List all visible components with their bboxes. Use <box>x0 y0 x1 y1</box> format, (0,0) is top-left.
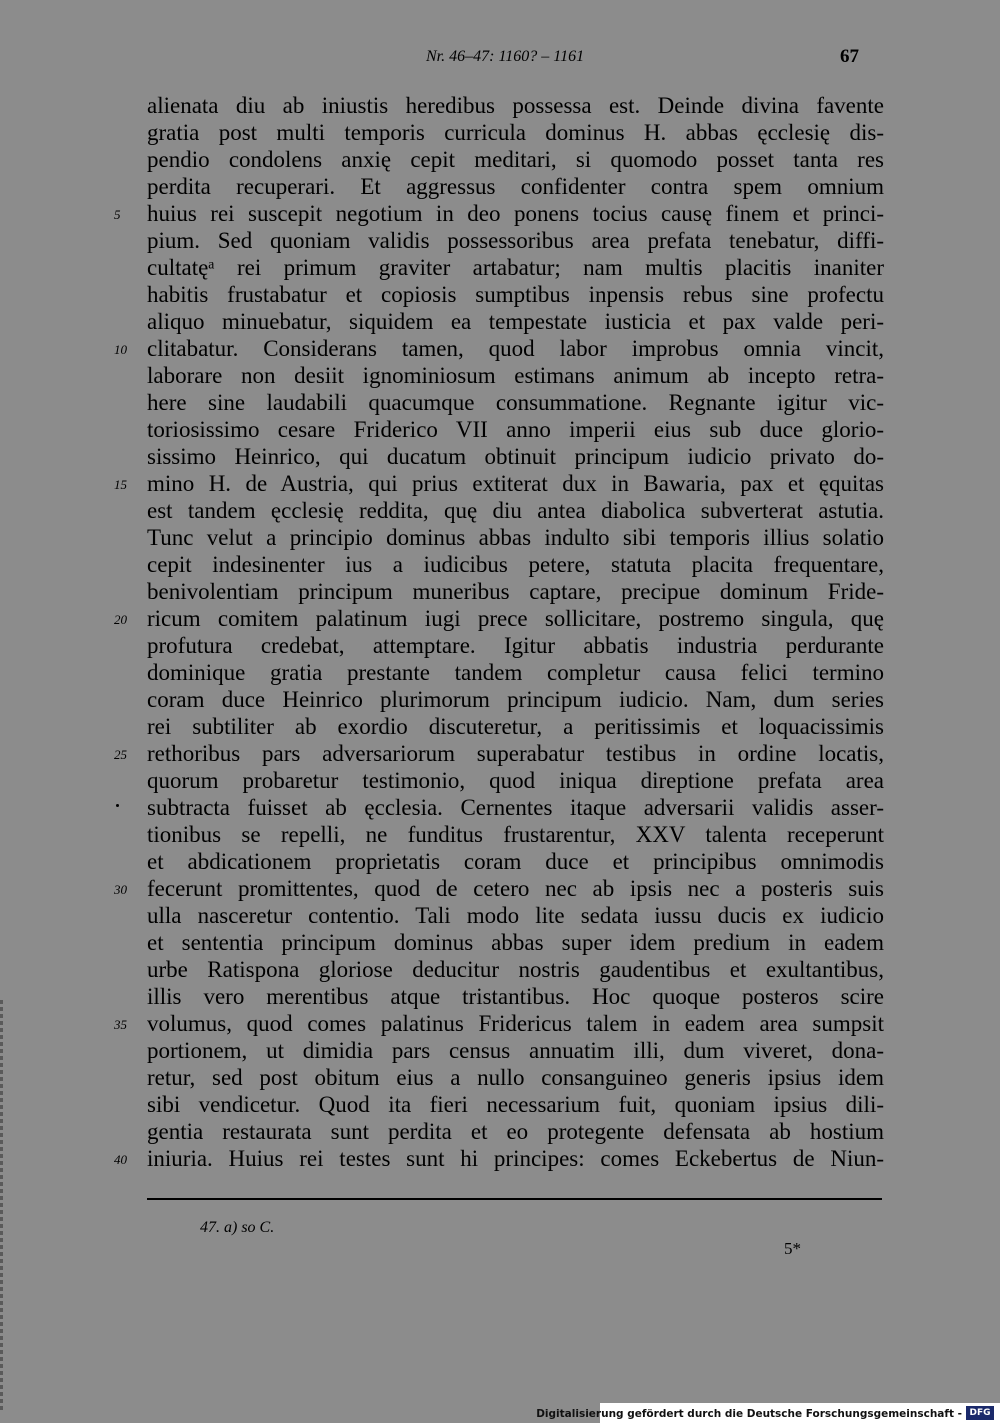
text-line <box>147 443 884 470</box>
dfg-logo[interactable]: DFG <box>966 1406 994 1420</box>
line-number: 40 <box>114 1152 127 1167</box>
text-line <box>147 578 884 605</box>
text-line <box>147 362 884 389</box>
line-text: quorum probaretur testimonio, quod iniqua direptione prefata area <box>147 768 884 793</box>
text-line <box>147 767 884 794</box>
text-line <box>147 1091 884 1118</box>
text-line <box>147 956 884 983</box>
line-text: gratia post multi temporis curricula dominus H. abbas ęcclesię dis- <box>147 120 884 145</box>
running-head <box>0 48 1000 76</box>
text-line <box>114 200 884 227</box>
page-number: 67 <box>840 46 859 67</box>
line-text: benivolentiam principum muneribus captare, precipue dominum Fride- <box>147 579 884 604</box>
line-text: Tunc velut a principio dominus abbas indulto sibi temporis illius solatio <box>147 525 884 550</box>
line-text: here sine laudabili quacumque consummatione. Regnante igitur vic- <box>147 390 884 415</box>
line-text: sissimo Heinrico, qui ducatum obtinuit principum iudicio privato do- <box>147 444 884 469</box>
text-line <box>147 416 884 443</box>
text-line <box>147 848 884 875</box>
footnote: 47. a) so C. <box>200 1219 275 1236</box>
scan-speck <box>116 804 119 807</box>
text-line <box>147 821 884 848</box>
line-text: rethoribus pars adversariorum superabatur testibus in ordine locatis, <box>147 741 884 766</box>
line-text: gentia restaurata sunt perdita et eo protegente defensata ab hostium <box>147 1119 884 1144</box>
text-line <box>147 929 884 956</box>
line-text: sibi vendicetur. Quod ita fieri necessarium fuit, quoniam ipsius dili- <box>147 1092 884 1117</box>
line-text: alienata diu ab iniustis heredibus possessa est. Deinde divina favente <box>147 93 884 118</box>
text-line <box>114 740 884 767</box>
line-text: coram duce Heinrico plurimorum principum iudicio. Nam, dum series <box>147 687 884 712</box>
line-text: tionibus se repelli, ne funditus frustarentur, XXV talenta receperunt <box>147 822 884 847</box>
line-text: huius rei suscepit negotium in deo ponens tocius causę finem et princi- <box>147 201 884 226</box>
line-text: dominique gratia prestante tandem completur causa felici termino <box>147 660 884 685</box>
text-line <box>147 524 884 551</box>
line-text: pendio condolens anxię cepit meditari, si quomodo posset tanta res <box>147 147 884 172</box>
line-text: et sententia principum dominus abbas super idem predium in eadem <box>147 930 884 955</box>
line-text: perdita recuperari. Et aggressus confidenter contra spem omnium <box>147 174 884 199</box>
line-text: volumus, quod comes palatinus Fridericus talem in eadem area sumpsit <box>147 1011 884 1036</box>
line-number: 15 <box>114 477 127 492</box>
signature-mark: 5* <box>784 1239 801 1258</box>
text-line <box>147 632 884 659</box>
line-text: rei subtiliter ab exordio discuteretur, a peritissimis et loquacissimis <box>147 714 884 739</box>
text-line <box>147 254 884 281</box>
line-text: retur, sed post obitum eius a nullo consanguineo generis ipsius idem <box>147 1065 884 1090</box>
text-line <box>147 281 884 308</box>
text-line <box>147 1118 884 1145</box>
text-line <box>147 551 884 578</box>
text-line <box>147 119 884 146</box>
text-line <box>147 227 884 254</box>
text-line <box>147 308 884 335</box>
line-text: est tandem ęcclesię reddita, quę diu antea diabolica subverterat astutia. <box>147 498 884 523</box>
line-text: laborare non desiit ignominiosum estimans animum ab incepto retra- <box>147 363 884 388</box>
line-text: portionem, ut dimidia pars census annuatim illi, dum viveret, dona- <box>147 1038 884 1063</box>
text-line <box>147 92 884 119</box>
line-text: habitis frustabatur et copiosis sumptibus inpensis rebus sine profectu <box>147 282 884 307</box>
line-number: 35 <box>114 1017 127 1032</box>
line-text: profutura credebat, attemptare. Igitur abbatis industria perdurante <box>147 633 884 658</box>
running-title: Nr. 46–47: 1160? – 1161 <box>426 48 585 65</box>
text-line <box>147 497 884 524</box>
text-line <box>147 713 884 740</box>
line-text: toriosissimo cesare Friderico VII anno imperii eius sub duce glorio- <box>147 417 884 442</box>
text-line <box>114 1010 884 1037</box>
text-line <box>147 983 884 1010</box>
text-line <box>147 1037 884 1064</box>
text-line <box>147 659 884 686</box>
credit-bar <box>536 1403 1000 1423</box>
line-number: 5 <box>114 207 121 222</box>
text-line <box>147 902 884 929</box>
line-text: subtracta fuisset ab ęcclesia. Cernentes itaque adversarii validis asser- <box>147 795 884 820</box>
text-line <box>147 686 884 713</box>
text-line <box>114 1145 884 1172</box>
line-text: urbe Ratispona gloriose deducitur nostris gaudentibus et exultantibus, <box>147 957 884 982</box>
line-text: ulla nasceretur contentio. Tali modo lite sedata iussu ducis ex iudicio <box>147 903 884 928</box>
text-line <box>114 875 884 902</box>
text-line <box>147 389 884 416</box>
line-text: pium. Sed quoniam validis possessoribus area prefata tenebatur, diffi- <box>147 228 884 253</box>
line-number: 20 <box>114 612 127 627</box>
text-line <box>147 1064 884 1091</box>
scan-edge <box>0 1000 3 1410</box>
line-text: fecerunt promittentes, quod de cetero nec ab ipsis nec a posteris suis <box>147 876 884 901</box>
line-text: et abdicationem proprietatis coram duce et principibus omnimodis <box>147 849 884 874</box>
line-text: cultatęᵃ rei primum graviter artabatur; nam multis placitis inaniter <box>147 255 884 280</box>
text-line <box>114 470 884 497</box>
line-text: mino H. de Austria, qui prius extiterat dux in Bawaria, pax et ęquitas <box>147 471 884 496</box>
line-number: 30 <box>114 882 127 897</box>
line-text: cepit indesinenter ius a iudicibus petere, statuta placita frequentare, <box>147 552 884 577</box>
text-line <box>147 794 884 821</box>
line-number: 10 <box>114 342 127 357</box>
line-text: aliquo minuebatur, siquidem ea tempestate iusticia et pax valde peri- <box>147 309 884 334</box>
text-line <box>114 335 884 362</box>
line-text: clitabatur. Considerans tamen, quod labor improbus omnia vincit, <box>147 336 884 361</box>
line-text: iniuria. Huius rei testes sunt hi principes: comes Eckebertus de Niun- <box>147 1146 884 1171</box>
text-line <box>114 605 884 632</box>
line-text: illis vero merentibus atque tristantibus. Hoc quoque posteros scire <box>147 984 884 1009</box>
footnote-rule <box>147 1198 882 1200</box>
text-line <box>147 146 884 173</box>
text-line <box>147 173 884 200</box>
body-text <box>114 92 884 1172</box>
credit-text: Digitalisierung gefördert durch die Deutsche Forschungsgemeinschaft - <box>536 1408 962 1420</box>
line-number: 25 <box>114 747 127 762</box>
line-text: ricum comitem palatinum iugi prece sollicitare, postremo singula, quę <box>147 606 884 631</box>
